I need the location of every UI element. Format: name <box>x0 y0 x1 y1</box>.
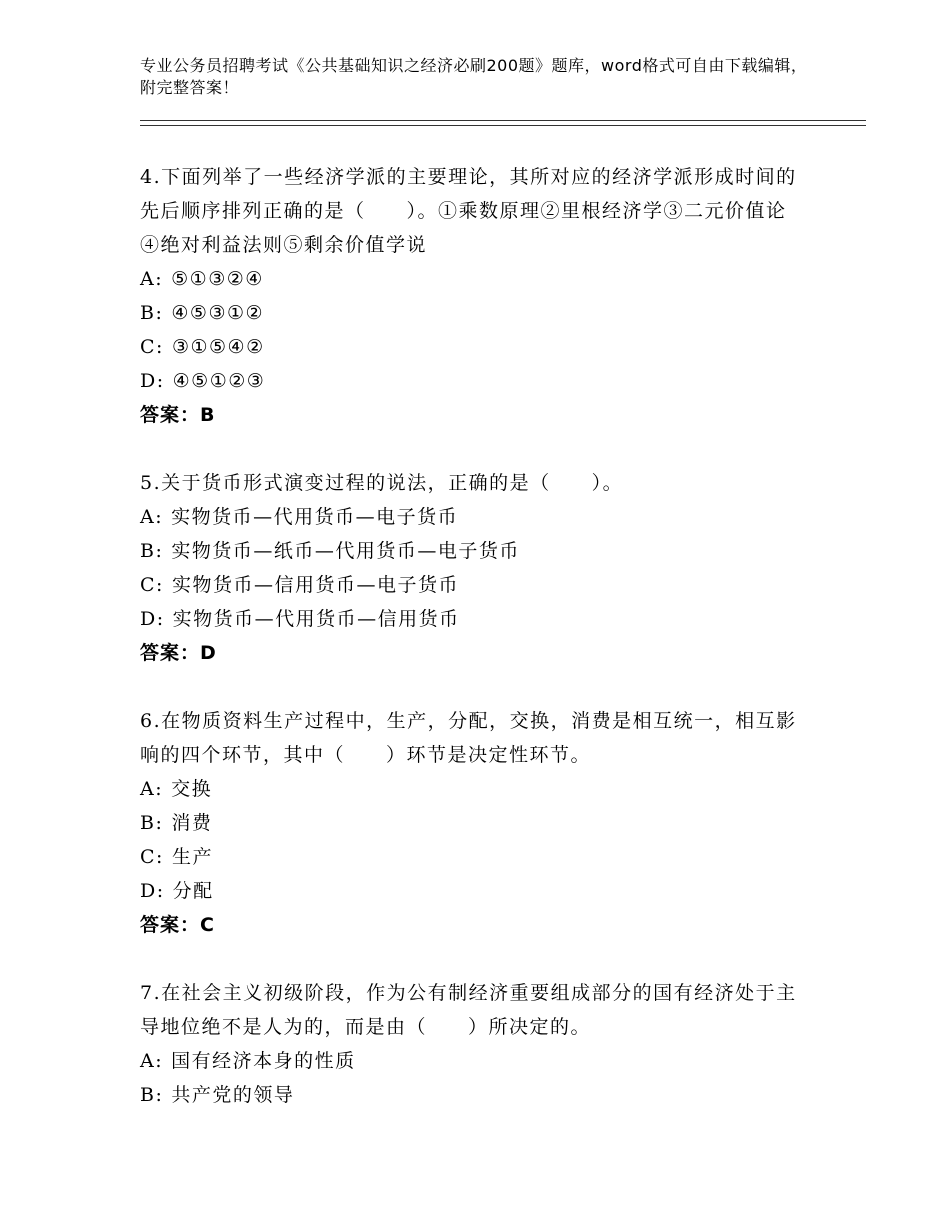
option-text: 国有经济本身的性质 <box>171 1050 356 1072</box>
option-letter: B <box>140 302 156 324</box>
question-stem: 7.在社会主义初级阶段，作为公有制经济重要组成部分的国有经济处于主导地位绝不是人为的，而是由（ ）所决定的。 <box>140 982 797 1038</box>
option-separator: : <box>155 1084 164 1106</box>
question-6 <box>140 704 800 942</box>
option-text: 消费 <box>171 812 213 834</box>
option-text: 交换 <box>171 778 213 800</box>
option-letter: C <box>140 574 157 596</box>
option-letter: A <box>140 1050 156 1072</box>
option-b <box>140 1078 800 1112</box>
question-5 <box>140 466 800 670</box>
option-letter: D <box>140 370 157 392</box>
option-d <box>140 874 800 908</box>
option-letter: A <box>140 268 156 290</box>
option-separator: : <box>156 608 165 630</box>
question-4 <box>140 160 800 432</box>
option-letter: A <box>140 506 156 528</box>
option-letter: C <box>140 846 157 868</box>
header-divider-thin <box>140 120 866 121</box>
option-text: 共产党的领导 <box>171 1084 295 1106</box>
option-text: 生产 <box>171 846 213 868</box>
option-letter: A <box>140 778 156 800</box>
option-separator: : <box>156 846 164 868</box>
option-letter: D <box>140 608 157 630</box>
option-c <box>140 330 800 364</box>
option-c <box>140 568 800 602</box>
option-text: 实物货币—代用货币—电子货币 <box>171 506 459 528</box>
option-letter: B <box>140 540 156 562</box>
option-separator: : <box>155 812 164 834</box>
answer-line: 答案：D <box>140 642 217 664</box>
option-text: 实物货币—代用货币—信用货币 <box>172 608 460 630</box>
option-text: 实物货币—信用货币—电子货币 <box>171 574 459 596</box>
option-d <box>140 364 800 398</box>
option-text: ③①⑤④② <box>171 336 265 358</box>
option-separator: : <box>155 1050 164 1072</box>
option-a <box>140 1044 800 1078</box>
option-separator: : <box>155 302 164 324</box>
option-text: ⑤①③②④ <box>171 268 264 290</box>
option-text: ④⑤③①② <box>171 302 265 324</box>
option-separator: : <box>155 506 164 528</box>
option-separator: : <box>156 370 165 392</box>
question-stem: 5.关于货币形式演变过程的说法，正确的是（ ）。 <box>140 472 624 494</box>
option-separator: : <box>156 880 165 902</box>
option-letter: B <box>140 812 156 834</box>
question-list <box>140 160 800 1146</box>
document-header: 专业公务员招聘考试《公共基础知识之经济必刷200题》题库，word格式可自由下载编辑，附完整答案！ <box>140 56 808 97</box>
answer-line: 答案：C <box>140 914 215 936</box>
option-d <box>140 602 800 636</box>
option-b <box>140 534 800 568</box>
option-a <box>140 262 800 296</box>
header-divider-thick <box>140 125 866 126</box>
question-7 <box>140 976 800 1112</box>
option-text: ④⑤①②③ <box>172 370 266 392</box>
option-text: 分配 <box>172 880 214 902</box>
option-text: 实物货币—纸币—代用货币—电子货币 <box>171 540 520 562</box>
question-stem: 6.在物质资料生产过程中，生产，分配，交换，消费是相互统一，相互影响的四个环节，其中（ ）环节是决定性环节。 <box>140 710 797 766</box>
option-b <box>140 296 800 330</box>
option-b <box>140 806 800 840</box>
option-letter: C <box>140 336 157 358</box>
question-stem: 4.下面列举了一些经济学派的主要理论，其所对应的经济学派形成时间的先后顺序排列正确的是（ ）。①乘数原理②里根经济学③二元价值论④绝对利益法则⑤剩余价值学说 <box>140 166 797 256</box>
option-a <box>140 772 800 806</box>
option-a <box>140 500 800 534</box>
answer-line: 答案：B <box>140 404 216 426</box>
option-separator: : <box>156 336 164 358</box>
option-separator: : <box>155 778 164 800</box>
option-separator: : <box>156 574 164 596</box>
option-letter: D <box>140 880 157 902</box>
option-c <box>140 840 800 874</box>
option-separator: : <box>155 268 164 290</box>
option-letter: B <box>140 1084 156 1106</box>
option-separator: : <box>155 540 164 562</box>
